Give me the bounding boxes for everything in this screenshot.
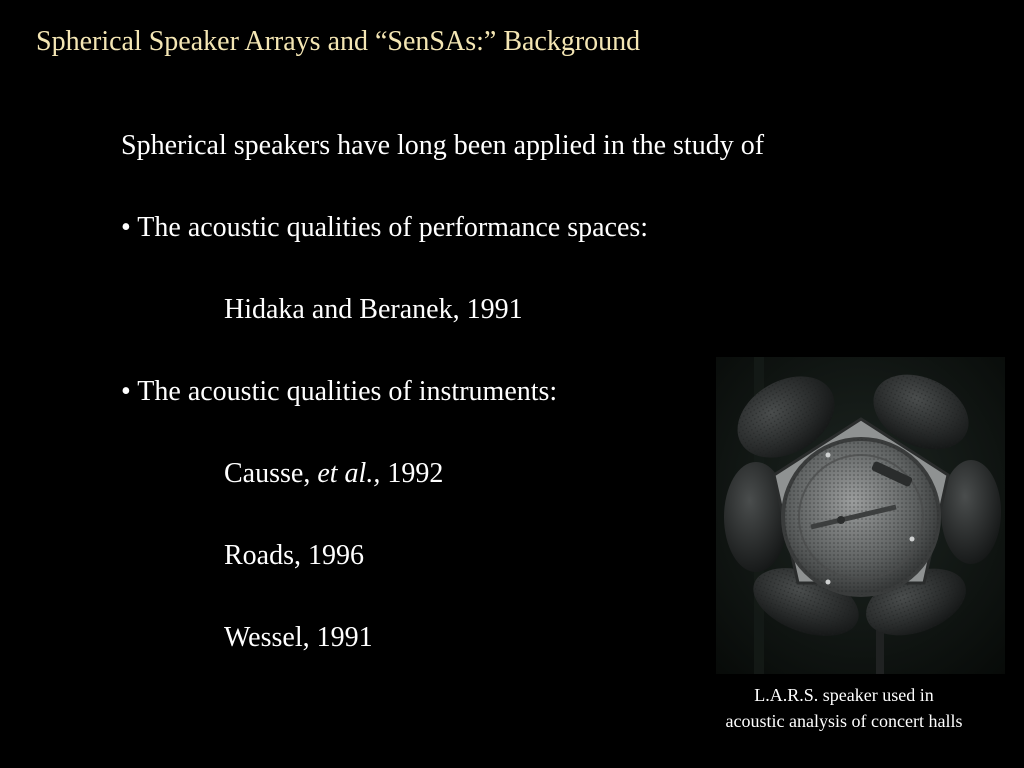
reference-causse-year: 1992 (380, 458, 444, 489)
lars-speaker-photo (716, 357, 1005, 674)
intro-text: Spherical speakers have long been applied in the study of (121, 130, 765, 161)
reference-causse-etal: et al., (317, 458, 381, 489)
reference-roads: Roads, 1996 (224, 540, 364, 571)
reference-causse (224, 458, 443, 490)
slide-title: Spherical Speaker Arrays and “SenSAs:” Background (36, 26, 641, 57)
reference-wessel: Wessel, 1991 (224, 622, 373, 653)
bullet-performance-spaces: • The acoustic qualities of performance spaces: (121, 212, 649, 243)
bullet-instruments: • The acoustic qualities of instruments: (121, 376, 558, 407)
reference-hidaka-beranek: Hidaka and Beranek, 1991 (224, 294, 523, 325)
photo-caption (692, 682, 996, 734)
caption-line-2: acoustic analysis of concert halls (725, 711, 963, 731)
caption-line-1: L.A.R.S. speaker used in (754, 685, 934, 705)
reference-causse-author: Causse, (224, 458, 318, 489)
lars-speaker-illustration (716, 357, 1005, 674)
